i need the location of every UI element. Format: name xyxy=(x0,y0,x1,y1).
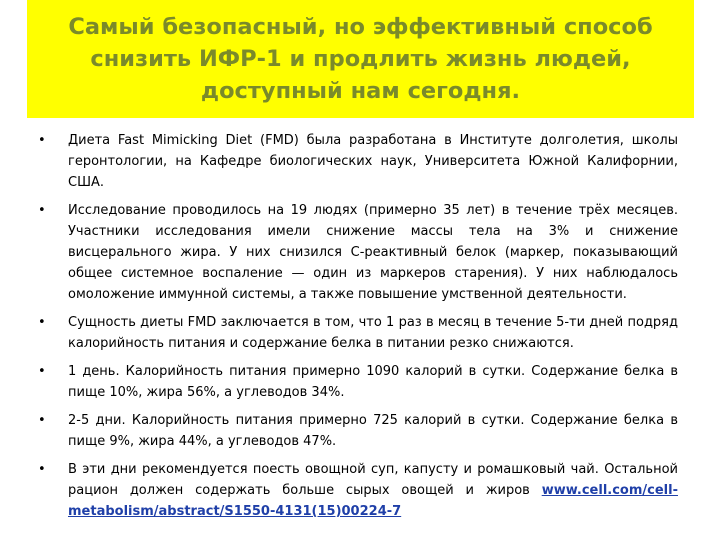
bullet-icon: • xyxy=(38,133,46,148)
list-item-text: Диета Fast Mimicking Diet (FMD) была разработана в Институте долголетия, школы геронтологии, на Кафедре биологических наук, Университета Южной Калифорнии, США. xyxy=(68,133,678,190)
list-item-text: Сущность диеты FMD заключается в том, что 1 раз в месяц в течение 5-ти дней подряд калорийность питания и содержание белка в питании резко снижаются. xyxy=(68,315,678,351)
bullet-icon: • xyxy=(38,203,46,218)
page-title: Самый безопасный, но эффективный способ снизить ИФР-1 и продлить жизнь людей, доступный нам сегодня. xyxy=(68,14,653,104)
list-item-text: Исследование проводилось на 19 людях (примерно 35 лет) в течение трёх месяцев. Участники исследования имели снижение массы тела на 3% и снижение висцерального жира. У них снизился С-реактивный белок (маркер, показывающий общее системное воспаление — один из маркеров старения). У них наблюдалось омоложение иммунной системы, а также повышение умственной деятельности. xyxy=(68,203,678,302)
bullet-icon: • xyxy=(38,315,46,330)
source-link[interactable]: www.cell.com/cell-metabolism/abstract/S1550-4131(15)00224-7 xyxy=(68,483,678,519)
list-item-text: 1 день. Калорийность питания примерно 1090 калорий в сутки. Содержание белка в пище 10%, жира 56%, а углеводов 34%. xyxy=(68,364,678,400)
bullet-icon: • xyxy=(38,462,46,477)
bullet-icon: • xyxy=(38,413,46,428)
list-item xyxy=(38,459,678,522)
list-item xyxy=(38,130,678,193)
list-item xyxy=(38,410,678,452)
list-item xyxy=(38,200,678,305)
list-item xyxy=(38,312,678,354)
bullet-list xyxy=(38,130,678,529)
list-item-text-body: В эти дни рекомендуется поесть овощной суп, капусту и ромашковый чай. Остальной рацион должен содержать больше сырых овощей и жиров xyxy=(68,462,678,498)
title-banner xyxy=(27,0,694,118)
list-item xyxy=(38,361,678,403)
list-item-text xyxy=(68,459,678,522)
list-item-text: 2-5 дни. Калорийность питания примерно 725 калорий в сутки. Содержание белка в пище 9%, жира 44%, а углеводов 47%. xyxy=(68,413,678,449)
bullet-icon: • xyxy=(38,364,46,379)
